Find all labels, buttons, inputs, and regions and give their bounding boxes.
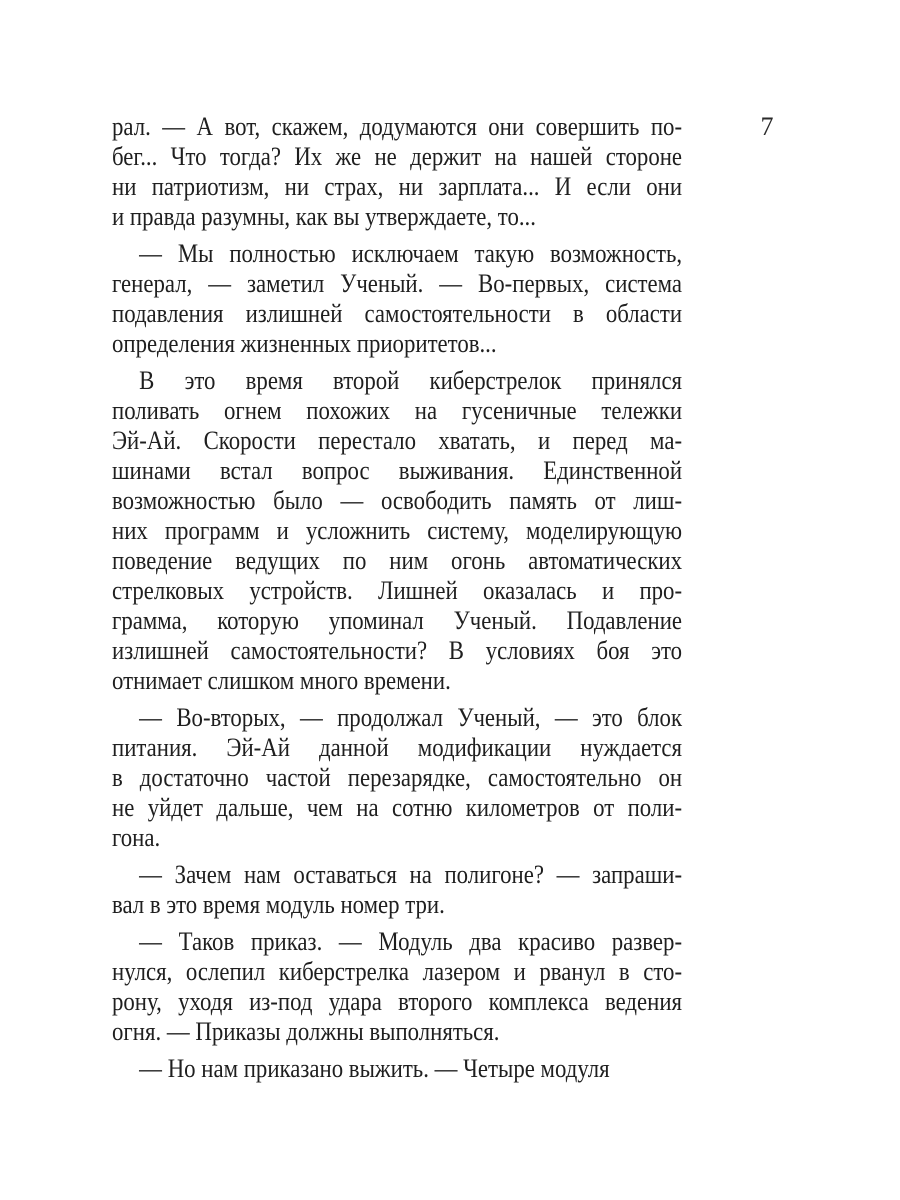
paragraph: [112, 366, 682, 696]
text-line: — Зачем нам оставаться на полигоне? — запраши-: [139, 860, 683, 889]
text-line: огня. — Приказы должны выполняться.: [112, 1017, 500, 1046]
text-line: — Мы полностью исключаем такую возможность,: [139, 239, 683, 268]
page-number: 7: [760, 112, 774, 141]
text-line: вал в это время модуль номер три.: [112, 890, 445, 919]
paragraph: [112, 703, 682, 853]
text-line: отнимает слишком много времени.: [112, 666, 451, 695]
text-line: — Таков приказ. — Модуль два красиво развер-: [139, 927, 683, 956]
paragraph: [112, 1054, 682, 1084]
text-line: не уйдет дальше, чем на сотню километров от поли-: [112, 793, 683, 822]
text-line: и правда разумны, как вы утверждаете, то...: [112, 202, 536, 231]
text-line: шинами встал вопрос выживания. Единственной: [112, 456, 683, 485]
text-line: нулся, ослепил киберстрелка лазером и рванул в сто-: [112, 957, 683, 986]
text-line: бег... Что тогда? Их же не держит на нашей стороне: [112, 142, 683, 171]
text-line: определения жизненных приоритетов...: [112, 329, 497, 358]
text-line: — Во-вторых, — продолжал Ученый, — это блок: [139, 703, 683, 732]
text-line: ни патриотизм, ни страх, ни зарплата... И если они: [112, 172, 683, 201]
text-block: [112, 112, 682, 1084]
text-line: поведение ведущих по ним огонь автоматических: [112, 546, 683, 575]
paragraph: [112, 927, 682, 1047]
text-line: подавления излишней самостоятельности в области: [112, 299, 683, 328]
text-line: грамма, которую упоминал Ученый. Подавление: [112, 606, 683, 635]
paragraph: [112, 860, 682, 920]
text-line: — Но нам приказано выжить. — Четыре модуля: [139, 1054, 610, 1083]
text-line: В это время второй киберстрелок принялся: [139, 366, 683, 395]
text-line: Эй-Ай. Скорости перестало хватать, и перед ма-: [112, 426, 683, 455]
text-line: них программ и усложнить систему, моделирующую: [112, 516, 683, 545]
paragraph: [112, 112, 682, 232]
text-line: излишней самостоятельности? В условиях боя это: [112, 636, 683, 665]
text-line: поливать огнем похожих на гусеничные тележки: [112, 396, 683, 425]
text-line: в достаточно частой перезарядке, самостоятельно он: [112, 763, 683, 792]
text-line: питания. Эй-Ай данной модификации нуждается: [112, 733, 683, 762]
text-line: рону, уходя из-под удара второго комплекса ведения: [112, 987, 683, 1016]
text-line: стрелковых устройств. Лишней оказалась и про-: [112, 576, 683, 605]
text-line: гона.: [112, 823, 161, 852]
text-line: генерал, — заметил Ученый. — Во-первых, система: [112, 269, 683, 298]
text-line: возможностью было — освободить память от лиш-: [112, 486, 683, 515]
paragraph: [112, 239, 682, 359]
text-line: рал. — А вот, скажем, додумаются они совершить по-: [112, 112, 683, 141]
